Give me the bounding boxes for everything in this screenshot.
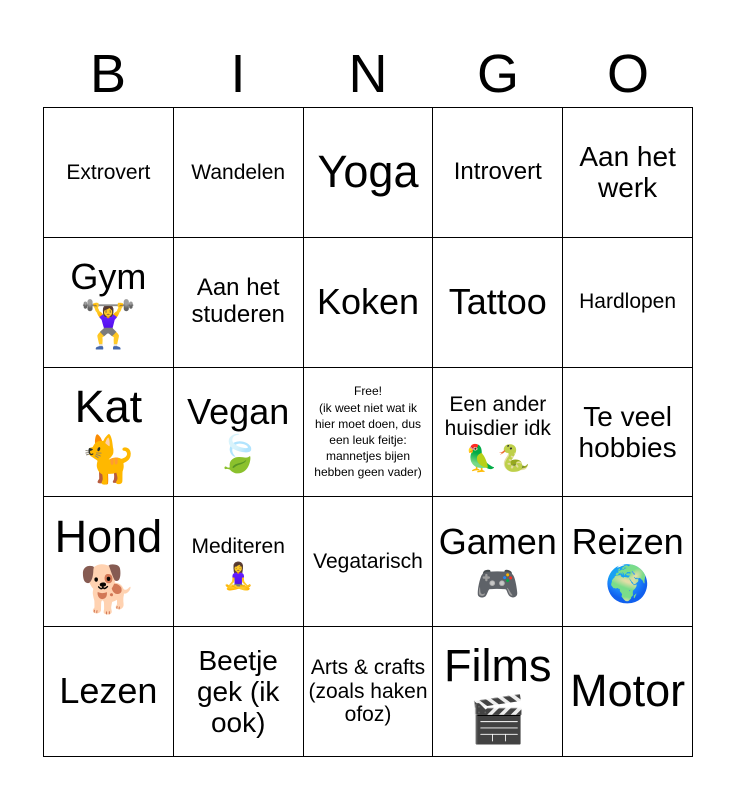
bingo-cell-12[interactable] <box>174 368 304 498</box>
weightlifter-icon: 🏋️‍♀️ <box>79 298 138 351</box>
bingo-cell-text: Vegan <box>187 390 290 432</box>
bingo-cell-17[interactable] <box>174 497 304 627</box>
bingo-cell-text: Mediteren <box>191 535 285 559</box>
bingo-cell-text: Te veel hobbies <box>578 400 677 463</box>
leaf-icon: 🍃 <box>215 433 261 475</box>
bingo-cell-text: Films <box>444 640 552 692</box>
bingo-cell-text: Hond <box>54 510 163 562</box>
bingo-cell-16[interactable] <box>44 497 174 627</box>
bingo-cell-15[interactable] <box>563 368 693 498</box>
bingo-cell-25[interactable] <box>563 627 693 757</box>
game-controller-icon: 🎮 <box>475 562 521 604</box>
bingo-cell-text: Extrovert <box>66 160 151 184</box>
header-letter-n: N <box>348 44 388 104</box>
meditation-icon: 🧘‍♀️ <box>222 560 255 591</box>
bingo-cell-text: Hardlopen <box>579 290 677 314</box>
header-letter-o: O <box>606 44 649 104</box>
bingo-cell-4[interactable] <box>433 108 563 238</box>
bingo-cell-text: Tattoo <box>448 281 547 323</box>
bingo-cell-text: Gamen <box>438 520 557 562</box>
bingo-cell-9[interactable] <box>433 238 563 368</box>
bingo-cell-text: Aan het studeren <box>191 274 285 329</box>
bingo-cell-14[interactable] <box>433 368 563 498</box>
bingo-cell-text: Yoga <box>317 146 419 198</box>
bingo-cell-5[interactable] <box>563 108 693 238</box>
bingo-cell-13[interactable] <box>304 368 434 498</box>
dog-icon: 🐕 <box>79 562 138 615</box>
bingo-cell-text: Wandelen <box>191 160 286 184</box>
bingo-cell-text: Reizen <box>571 520 684 562</box>
bingo-cell-text: Vegatarisch <box>313 550 423 574</box>
header-letter-b: B <box>89 44 127 104</box>
bingo-cell-text: Lezen <box>59 670 158 712</box>
bingo-cell-19[interactable] <box>433 497 563 627</box>
cat-icon: 🐈 <box>79 433 138 486</box>
bingo-cell-text: Aan het werk <box>579 141 676 204</box>
header-letter-i: I <box>230 44 246 104</box>
bingo-cell-18[interactable] <box>304 497 434 627</box>
bingo-cell-24[interactable] <box>433 627 563 757</box>
bingo-cell-23[interactable] <box>304 627 434 757</box>
bingo-cell-11[interactable] <box>44 368 174 498</box>
globe-icon: 🌍 <box>605 562 650 604</box>
bingo-cell-text: Arts & crafts (zoals haken ofoz) <box>308 656 428 727</box>
bingo-cell-text: Motor <box>570 665 686 717</box>
bingo-cell-3[interactable] <box>304 108 434 238</box>
bingo-cell-22[interactable] <box>174 627 304 757</box>
bingo-grid <box>43 107 693 757</box>
header-letter-g: G <box>476 44 519 104</box>
bingo-cell-6[interactable] <box>44 238 174 368</box>
bingo-cell-text: Free! (ik weet niet wat ik hier moet doen, dus een leuk feitje: mannetjes bijen hebben geen vader) <box>314 384 422 480</box>
bingo-cell-7[interactable] <box>174 238 304 368</box>
clapperboard-icon: 🎬 <box>469 692 527 745</box>
bingo-cell-10[interactable] <box>563 238 693 368</box>
bingo-cell-1[interactable] <box>44 108 174 238</box>
bingo-cell-text: Introvert <box>453 157 542 185</box>
bingo-cell-text: Koken <box>316 281 420 323</box>
bingo-cell-20[interactable] <box>563 497 693 627</box>
bingo-cell-21[interactable] <box>44 627 174 757</box>
bingo-cell-8[interactable] <box>304 238 434 368</box>
bingo-cell-text: Beetje gek (ik ook) <box>196 644 280 739</box>
bingo-cell-text: Een ander huisdier idk <box>444 393 551 440</box>
bingo-cell-text: Kat <box>74 380 143 432</box>
bingo-cell-text: Gym <box>70 256 147 298</box>
parrot-snake-icon: 🦜🐍 <box>465 442 531 473</box>
bingo-cell-2[interactable] <box>174 108 304 238</box>
bingo-header <box>43 40 693 108</box>
